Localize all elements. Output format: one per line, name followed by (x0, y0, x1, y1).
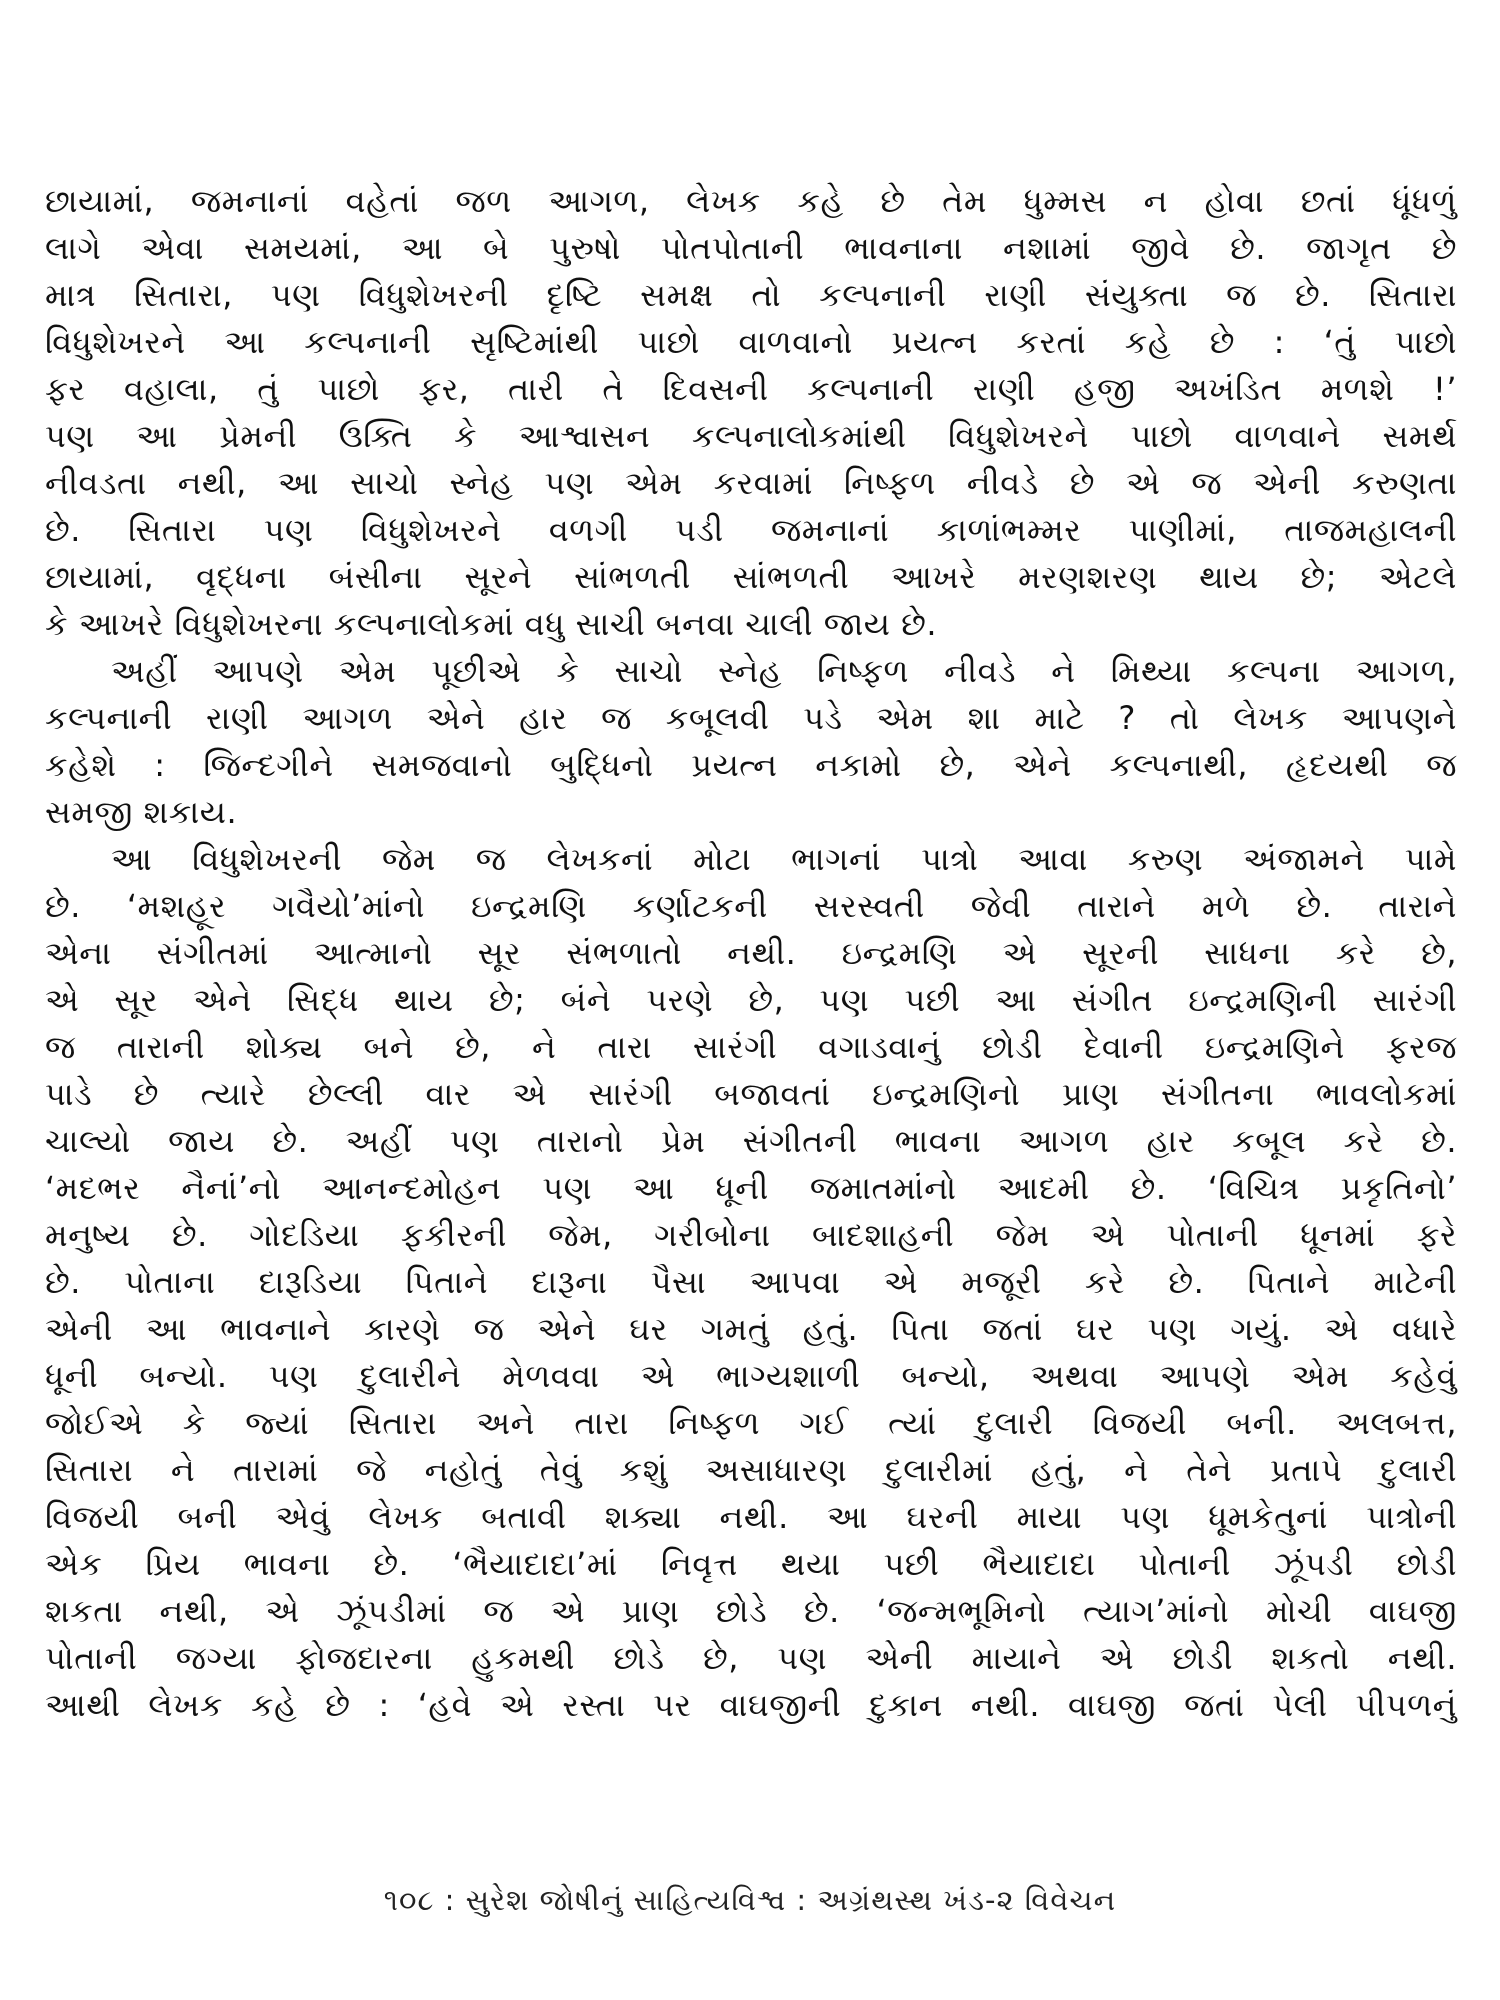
text-line: એક પ્રિય ભાવના છે. ‘ભૈયાદાદા’માં નિવૃત્ત થયા પછી ભૈયાદાદા પોતાની ઝૂંપડી છોડી (45, 1545, 1457, 1583)
text-line: વિધુશેખરને આ કલ્પનાની સૃષ્ટિમાંથી પાછો વાળવાનો પ્રયત્ન કરતાં કહે છે : ‘તું પાછો (45, 323, 1457, 361)
text-line: છે. સિતારા પણ વિધુશેખરને વળગી પડી જમનાનાં કાળાંભમ્મર પાણીમાં, તાજમહાલની (45, 511, 1457, 549)
text-line: મનુષ્ય છે. ગોદડિયા ફકીરની જેમ, ગરીબોના બાદશાહની જેમ એ પોતાની ધૂનમાં ફરે (45, 1216, 1457, 1254)
text-line: એ સૂર એને સિદ્ધ થાય છે; બંને પરણે છે, પણ પછી આ સંગીત ઇન્દ્રમણિની સારંગી (45, 981, 1457, 1019)
text-line: કહેશે : જિન્દગીને સમજવાનો બુદ્ધિનો પ્રયત્ન નકામો છે, એને કલ્પનાથી, હૃદયથી જ (45, 746, 1457, 784)
text-line: જોઈએ કે જ્યાં સિતારા અને તારા નિષ્ફળ ગઈ ત્યાં દુલારી વિજયી બની. અલબત્ત, (45, 1404, 1457, 1442)
text-line: નીવડતા નથી, આ સાચો સ્નેહ પણ એમ કરવામાં નિષ્ફળ નીવડે છે એ જ એની કરુણતા (45, 464, 1457, 502)
text-line: પોતાની જગ્યા ફોજદારના હુકમથી છોડે છે, પણ એની માયાને એ છોડી શકતો નથી. (45, 1639, 1457, 1677)
text-line: પાડે છે ત્યારે છેલ્લી વાર એ સારંગી બજાવતાં ઇન્દ્રમણિનો પ્રાણ સંગીતના ભાવલોકમાં (45, 1075, 1457, 1113)
text-line: પણ આ પ્રેમની ઉક્તિ કે આશ્વાસન કલ્પનાલોકમાંથી વિધુશેખરને પાછો વાળવાને સમર્થ (45, 417, 1457, 455)
text-line: શકતા નથી, એ ઝૂંપડીમાં જ એ પ્રાણ છોડે છે. ‘જન્મભૂમિનો ત્યાગ’માંનો મોચી વાઘજી (45, 1592, 1457, 1630)
text-line: ફર વહાલા, તું પાછો ફર, તારી તે દિવસની કલ્પનાની રાણી હજી અખંડિત મળશે !’ (45, 370, 1457, 408)
page-body (45, 178, 1457, 1729)
text-line: છાયામાં, વૃદ્ધના બંસીના સૂરને સાંભળતી સાંભળતી આખરે મરણશરણ થાય છે; એટલે (45, 558, 1457, 596)
text-line: છે. પોતાના દારૂડિયા પિતાને દારૂના પૈસા આપવા એ મજૂરી કરે છે. પિતાને માટેની (45, 1263, 1457, 1301)
text-line: એના સંગીતમાં આત્માનો સૂર સંભળાતો નથી. ઇન્દ્રમણિ એ સૂરની સાધના કરે છે, (45, 934, 1457, 972)
text-line: જ તારાની શોક્ય બને છે, ને તારા સારંગી વગાડવાનું છોડી દેવાની ઇન્દ્રમણિને ફરજ (45, 1028, 1457, 1066)
text-line: સમજી શકાય. (45, 793, 238, 831)
text-line: છાયામાં, જમનાનાં વહેતાં જળ આગળ, લેખક કહે છે તેમ ધુમ્મસ ન હોવા છતાં ધૂંધળું (45, 182, 1457, 220)
text-line: આથી લેખક કહે છે : ‘હવે એ રસ્તા પર વાઘજીની દુકાન નથી. વાઘજી જતાં પેલી પીપળનું (45, 1686, 1457, 1724)
text-line: સિતારા ને તારામાં જે નહોતું તેવું કશું અસાધારણ દુલારીમાં હતું, ને તેને પ્રતાપે દુલારી (45, 1451, 1457, 1489)
text-line: માત્ર સિતારા, પણ વિધુશેખરની દૃષ્ટિ સમક્ષ તો કલ્પનાની રાણી સંયુક્તા જ છે. સિતારા (45, 276, 1457, 314)
text-line: ચાલ્યો જાય છે. અહીં પણ તારાનો પ્રેમ સંગીતની ભાવના આગળ હાર કબૂલ કરે છે. (45, 1122, 1457, 1160)
text-line: લાગે એવા સમયમાં, આ બે પુરુષો પોતપોતાની ભાવનાના નશામાં જીવે છે. જાગૃત છે (45, 229, 1457, 267)
text-line: ધૂની બન્યો. પણ દુલારીને મેળવવા એ ભાગ્યશાળી બન્યો, અથવા આપણે એમ કહેવું (45, 1357, 1457, 1395)
text-line: વિજયી બની એવું લેખક બતાવી શક્યા નથી. આ ઘરની માયા પણ ધૂમકેતુનાં પાત્રોની (45, 1498, 1457, 1536)
text-line: એની આ ભાવનાને કારણે જ એને ઘર ગમતું હતું. પિતા જતાં ઘર પણ ગયું. એ વધારે (45, 1310, 1457, 1348)
text-line: ‘મદભર નૈનાં’નો આનન્દમોહન પણ આ ધૂની જમાતમાંનો આદમી છે. ‘વિચિત્ર પ્રકૃતિનો’ (45, 1169, 1457, 1207)
page-footer: ૧૦૮ : સુરેશ જોષીનું સાહિત્યવિશ્વ : અગ્રંથસ્થ ખંડ-૨ વિવેચન (383, 1883, 1117, 1917)
text-line: છે. ‘મશહૂર ગવૈયો’માંનો ઇન્દ્રમણિ કર્ણાટકની સરસ્વતી જેવી તારાને મળે છે. તારાને (45, 887, 1457, 925)
text-line: અહીં આપણે એમ પૂછીએ કે સાચો સ્નેહ નિષ્ફળ નીવડે ને મિથ્યા કલ્પના આગળ, (111, 652, 1457, 690)
text-line: કલ્પનાની રાણી આગળ એને હાર જ કબૂલવી પડે એમ શા માટે ? તો લેખક આપણને (45, 699, 1457, 737)
text-line: આ વિધુશેખરની જેમ જ લેખકનાં મોટા ભાગનાં પાત્રો આવા કરુણ અંજામને પામે (111, 840, 1457, 878)
text-line: કે આખરે વિધુશેખરના કલ્પનાલોકમાં વધુ સાચી બનવા ચાલી જાય છે. (45, 605, 938, 643)
